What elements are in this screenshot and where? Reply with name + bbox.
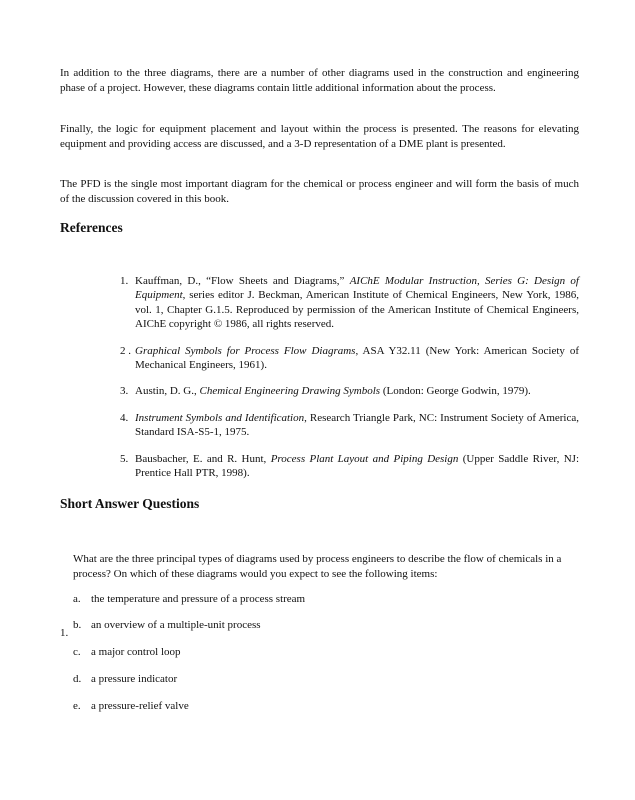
reference-title: Chemical Engineering Drawing Symbols xyxy=(199,385,381,397)
reference-number: 4. xyxy=(120,412,129,424)
question-option-b xyxy=(73,619,261,631)
reference-details: (London: George Godwin, 1979). xyxy=(380,385,531,397)
reference-title: AIChE Modular Instruction, Series G: Design of Equipment xyxy=(135,275,579,302)
option-text: a pressure-relief valve xyxy=(91,700,189,712)
reference-title: Graphical Symbols for Process Flow Diagrams xyxy=(135,345,356,357)
reference-authors: Austin, D. G., xyxy=(135,385,200,397)
reference-item-5 xyxy=(120,452,579,481)
option-text: the temperature and pressure of a process stream xyxy=(91,593,306,605)
question-option-c xyxy=(73,646,181,658)
question-option-e xyxy=(73,700,189,712)
reference-number: 1. xyxy=(120,275,129,287)
reference-item-3 xyxy=(120,384,579,398)
option-letter: c. xyxy=(73,646,81,658)
intro-paragraph-3: The PFD is the single most important diagram for the chemical or process engineer and will form the basis of much of the discussion covered in this book. xyxy=(60,178,579,205)
question-number: 1. xyxy=(60,627,69,639)
reference-details: (Upper Saddle River, NJ: Prentice Hall PTR, 1998). xyxy=(135,453,579,480)
reference-title: Process Plant Layout and Piping Design xyxy=(270,453,459,465)
intro-paragraph-2: Finally, the logic for equipment placement and layout within the process is presented. The reasons for elevating equipment and providing access are discussed, and a 3-D representation of a DME plant is presented. xyxy=(60,123,579,150)
intro-paragraph-1: In addition to the three diagrams, there are a number of other diagrams used in the construction and engineering phase of a project. However, these diagrams contain little additional information about the process. xyxy=(60,67,579,94)
reference-number: 5. xyxy=(120,453,129,465)
option-letter: a. xyxy=(73,593,81,605)
short-answer-heading: Short Answer Questions xyxy=(60,496,200,511)
option-text: an overview of a multiple-unit process xyxy=(91,619,261,631)
reference-item-4 xyxy=(120,411,579,440)
option-letter: d. xyxy=(73,673,82,685)
reference-authors: Bausbacher, E. and R. Hunt, xyxy=(135,453,271,465)
option-text: a major control loop xyxy=(91,646,181,658)
reference-title: Instrument Symbols and Identification xyxy=(135,412,305,424)
option-text: a pressure indicator xyxy=(91,673,178,685)
option-letter: b. xyxy=(73,619,82,631)
question-text: What are the three principal types of diagrams used by process engineers to describe the flow of chemicals in a process? On which of these diagrams would you expect to see the following items: xyxy=(73,553,562,580)
reference-details: , ASA Y32.11 (New York: American Society of Mechanical Engineers, 1961). xyxy=(135,345,579,372)
reference-details: , Research Triangle Park, NC: Instrument Society of America, Standard ISA-S5-1, 1975. xyxy=(135,412,580,439)
question-option-d xyxy=(73,673,177,685)
question-option-a xyxy=(73,593,305,605)
option-letter: e. xyxy=(73,700,81,712)
references-heading: References xyxy=(60,220,123,235)
reference-number: 3. xyxy=(120,385,129,397)
reference-details: , series editor J. Beckman, American Institute of Chemical Engineers, New York, 1986, vol. 1, Chapter G.1.5. Reproduced by permission of the American Institute of Chemical Engineers, AIChE copyright © 1986, all rights reserved. xyxy=(135,289,579,331)
reference-authors: Kauffman, D., “Flow Sheets and Diagrams,” xyxy=(135,275,350,287)
reference-item-1 xyxy=(120,274,579,332)
reference-number: 2 . xyxy=(120,345,131,357)
reference-item-2 xyxy=(120,344,579,373)
